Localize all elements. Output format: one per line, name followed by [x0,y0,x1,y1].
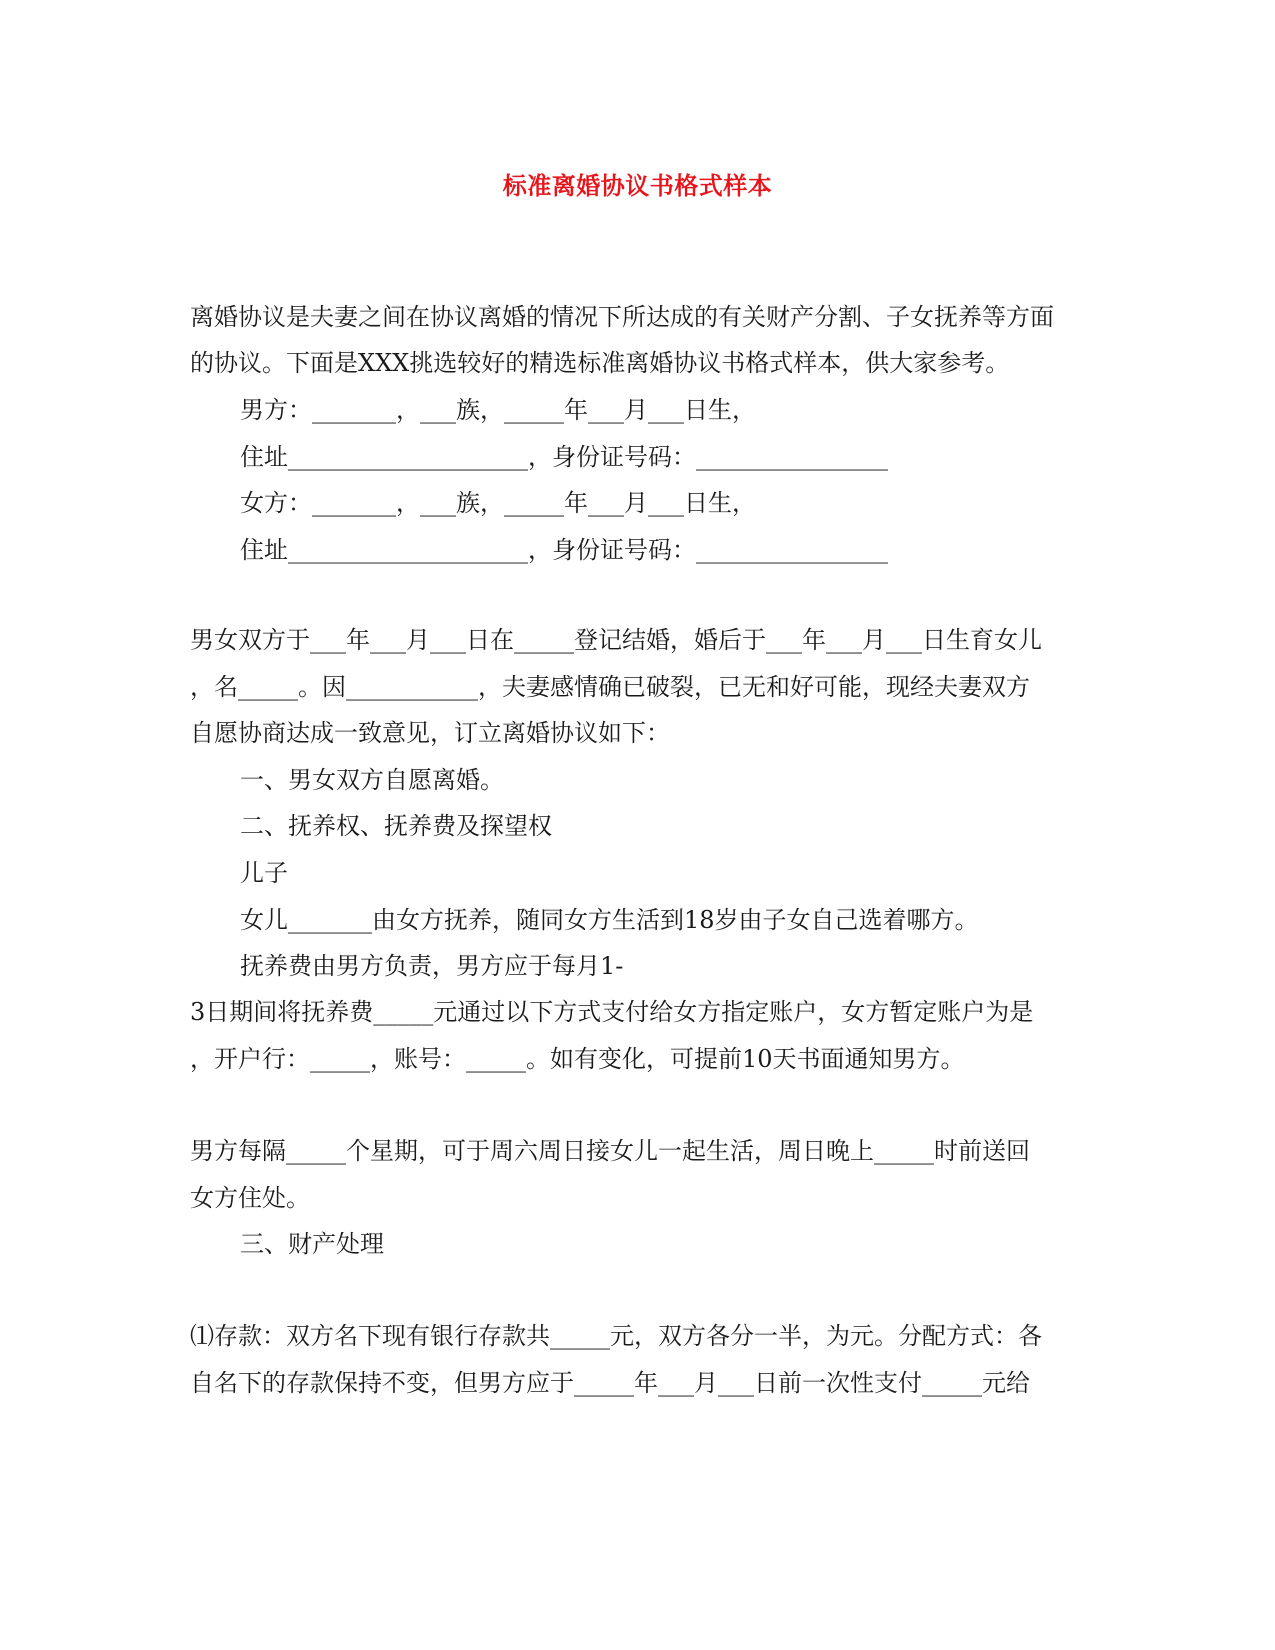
paragraph-line: 女儿_______由女方抚养，随同女方生活到18岁由子女自己选着哪方。 [240,906,979,934]
paragraph-line: 女方住处。 [190,1184,310,1212]
paragraph-line: 的协议。下面是XXX挑选较好的精选标准离婚协议书格式样本，供大家参考。 [190,349,1010,377]
paragraph-line: 3日期间将抚养费_____元通过以下方式支付给女方指定账户，女方暂定账户为是 [190,998,1034,1026]
paragraph-line: 抚养费由男方负责，男方应于每月1- [240,952,624,980]
male-address-line: 住址____________________，身份证号码：________________ [240,443,888,471]
paragraph-line: 儿子 [240,859,288,887]
paragraph-line: 自愿协商达成一致意见，订立离婚协议如下： [190,719,670,747]
clause-heading: 二、抚养权、抚养费及探望权 [240,812,552,840]
clause-heading: 三、财产处理 [240,1230,384,1258]
paragraph-line: 男女双方于___年___月___日在_____登记结婚，婚后于___年___月___日生育女儿 [190,626,1042,654]
paragraph-line: 自名下的存款保持不变，但男方应于_____年___月___日前一次性支付_____元给 [190,1369,1030,1397]
paragraph-line: ，名_____。因___________，夫妻感情确已破裂，已无和好可能，现经夫妻双方 [190,673,1030,701]
paragraph-line: 男方每隔_____个星期，可于周六周日接女儿一起生活，周日晚上_____时前送回 [190,1137,1030,1165]
clause-heading: 一、男女双方自愿离婚。 [240,766,504,794]
document-title: 标准离婚协议书格式样本 [502,171,773,200]
paragraph-line: 离婚协议是夫妻之间在协议离婚的情况下所达成的有关财产分割、子女抚养等方面 [190,303,1054,331]
paragraph-line: ，开户行：_____，账号：_____。如有变化，可提前10天书面通知男方。 [190,1045,965,1073]
paragraph-line: ⑴存款：双方名下现有银行存款共_____元，双方各分一半，为元。分配方式：各 [190,1322,1042,1350]
female-address-line: 住址____________________，身份证号码：________________ [240,536,888,564]
male-party-line: 男方：_______，___族，_____年___月___日生， [240,396,756,424]
female-party-line: 女方：_______，___族，_____年___月___日生， [240,489,756,517]
